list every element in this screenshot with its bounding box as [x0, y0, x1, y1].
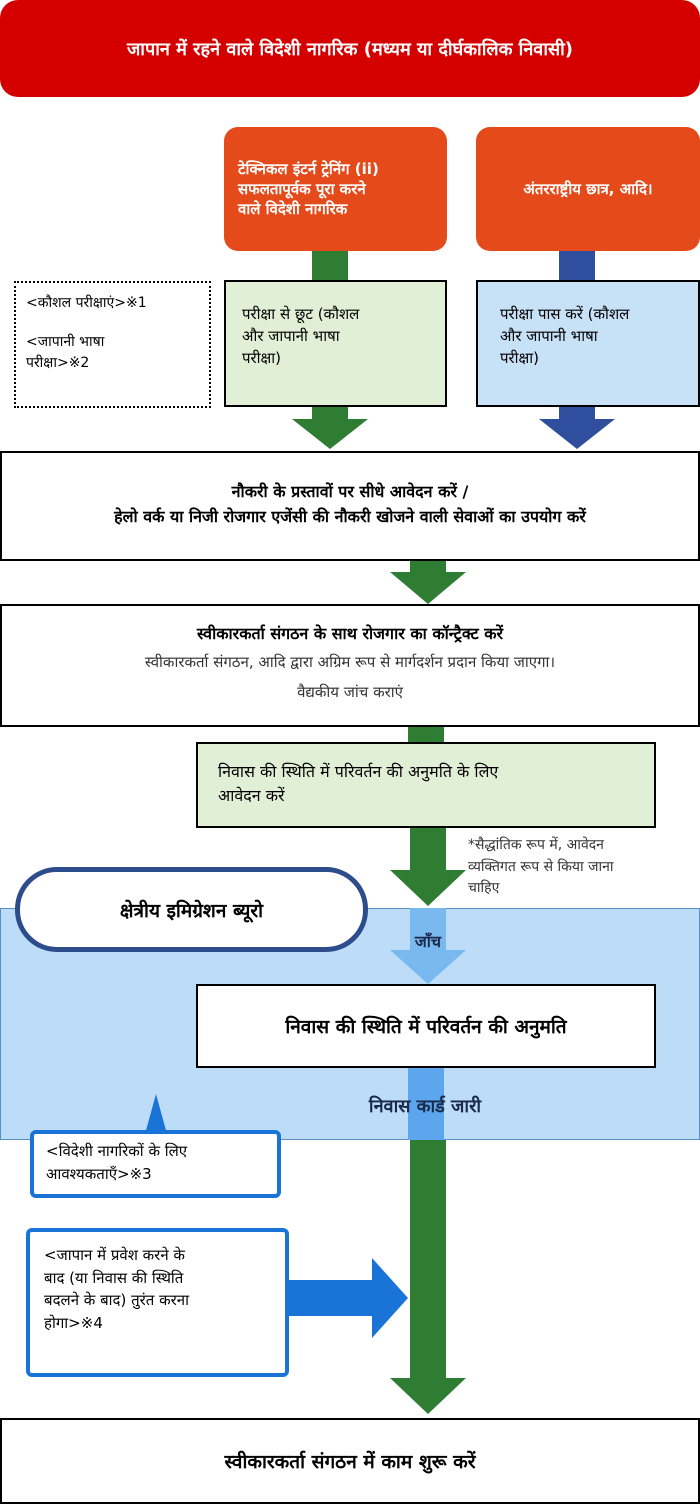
start-work-step — [0, 1418, 700, 1504]
residence-card-label: निवास कार्ड जारी — [368, 1096, 482, 1117]
arrow-down-green-2 — [390, 560, 466, 604]
exam-exempt-line-3: परीक्षा) — [242, 348, 282, 367]
exam-exempt-line-1: परीक्षा से छूट (कौशल — [242, 305, 360, 323]
job-application-step — [0, 451, 700, 561]
language-exam-note-1: <जापानी भाषा — [26, 334, 105, 350]
job-application-line-2: हेलो वर्क या निजी रोजगार एजेंसी की नौकरी खोजने वाली सेवाओं का उपयोग करें — [114, 506, 586, 526]
arrow-right-stem — [559, 250, 595, 282]
exam-pass-box — [476, 280, 700, 407]
arrow-down-blue-1 — [539, 405, 615, 450]
status-change-application — [196, 742, 656, 828]
exam-note — [14, 281, 211, 408]
international-student-box — [476, 127, 700, 251]
technical-intern-box — [224, 127, 447, 251]
in-person-note-2: व्यक्तिगत रूप से किया जाना — [468, 858, 614, 875]
exam-pass-line-3: परीक्षा) — [500, 348, 540, 367]
technical-intern-line-1: टेक्निकल इंटर्न ट्रेनिंग (ii) — [238, 159, 379, 178]
exam-pass-line-2: और जापानी भाषा — [500, 326, 598, 345]
start-work-label: स्वीकारकर्ता संगठन में काम शुरू करें — [224, 1451, 476, 1473]
arrow-down-green-4 — [390, 826, 466, 906]
exam-exempt-box — [224, 280, 447, 407]
technical-intern-line-3: वाले विदेशी नागरिक — [238, 200, 348, 219]
after-entry-note-3: बदलने के बाद) तुरंत करना — [44, 1291, 189, 1309]
arrow-down-green-1 — [292, 405, 368, 450]
technical-intern-line-2: सफलतापूर्वक पूरा करने — [238, 179, 366, 198]
medical-checkup: वैद्यकीय जांच कराएं — [297, 683, 403, 701]
requirements-note-1: <विदेशी नागरिकों के लिए — [46, 1142, 188, 1160]
in-person-note-3: चाहिए — [468, 880, 500, 897]
in-person-note — [468, 835, 698, 900]
after-entry-note-4: होगा>※4 — [44, 1313, 103, 1332]
exam-exempt-line-2: और जापानी भाषा — [242, 326, 340, 345]
language-exam-note-2: परीक्षा>※2 — [26, 355, 90, 371]
after-entry-arrow — [286, 1258, 408, 1338]
status-change-line-1: निवास की स्थिति में परिवर्तन की अनुमति के लिए — [218, 762, 499, 781]
skill-exam-note: <कौशल परीक्षाएं>※1 — [26, 295, 147, 311]
contract-step — [0, 604, 700, 727]
after-entry-note-2: बाद (या निवास की स्थिति — [44, 1268, 184, 1287]
exam-pass-line-1: परीक्षा पास करें (कौशल — [500, 305, 630, 323]
immigration-bureau-label: क्षेत्रीय इमिग्रेशन ब्यूरो — [15, 867, 368, 952]
job-application-line-1: नौकरी के प्रस्तावों पर सीधे आवेदन करें / — [231, 482, 469, 501]
in-person-note-1: *सैद्धांतिक रूप में, आवेदन — [468, 837, 604, 853]
contract-guidance: स्वीकारकर्ता संगठन, आदि द्वारा अग्रिम रूप से मार्गदर्शन प्रदान किया जाएगा। — [144, 653, 556, 671]
international-student-label: अंतरराष्ट्रीय छात्र, आदि। — [523, 179, 653, 198]
status-change-permission — [196, 984, 656, 1068]
after-entry-note — [26, 1228, 289, 1377]
requirements-note — [30, 1130, 281, 1198]
requirements-note-2: आवश्यकताएँ>※3 — [46, 1164, 152, 1183]
arrow-left-stem — [312, 250, 348, 282]
status-change-line-2: आवेदन करें — [218, 786, 285, 805]
examination-label: जाँच — [414, 932, 442, 951]
after-entry-note-1: <जापान में प्रवेश करने के — [44, 1246, 185, 1264]
page-title: जापान में रहने वाले विदेशी नागरिक (मध्यम या दीर्घकालिक निवासी) — [0, 0, 700, 97]
requirements-pointer — [145, 1094, 167, 1134]
contract-title: स्वीकारकर्ता संगठन के साथ रोजगार का कॉन्ट्रैक्ट करें — [196, 624, 504, 643]
permission-label: निवास की स्थिति में परिवर्तन की अनुमति — [285, 1016, 567, 1038]
